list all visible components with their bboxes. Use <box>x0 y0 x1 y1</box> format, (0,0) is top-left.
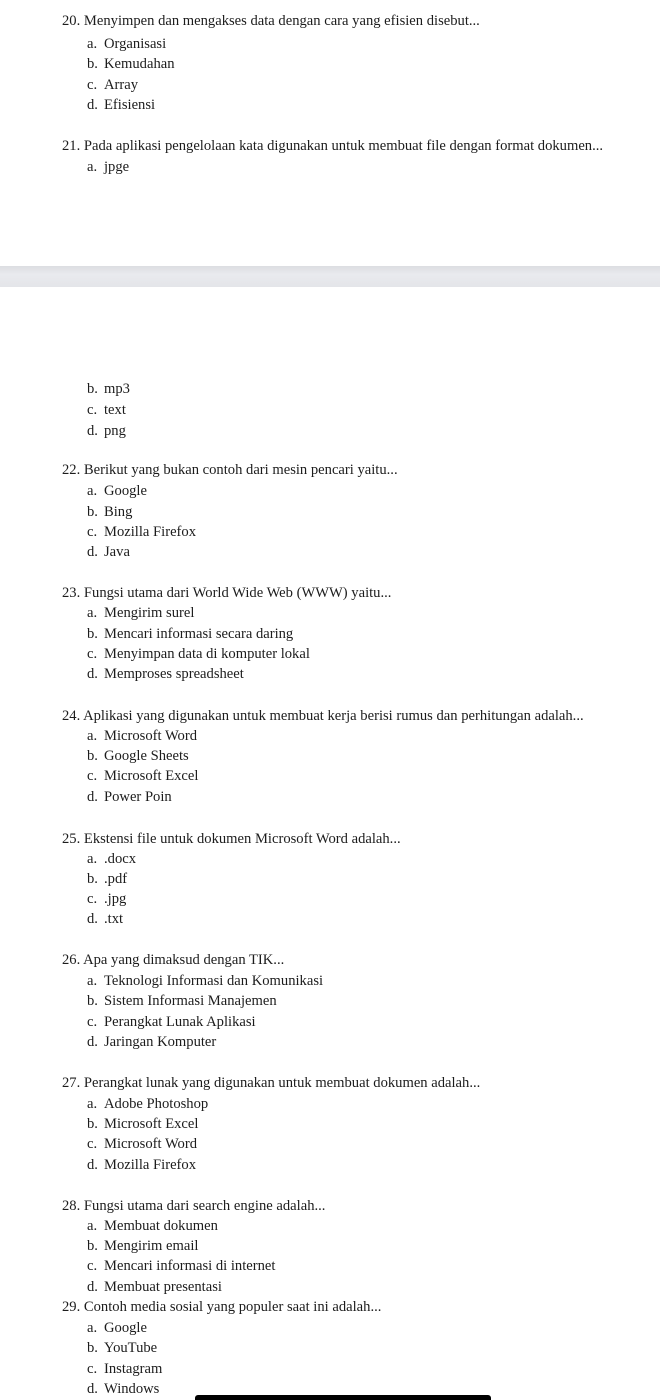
question-29-title <box>62 1298 381 1316</box>
question-number: 26. <box>62 952 81 968</box>
question-text: Berikut yang bukan contoh dari mesin pencari yaitu... <box>83 462 398 478</box>
question-27-option-d: d. Mozilla Firefox <box>87 1157 197 1173</box>
question-21-title <box>62 137 603 155</box>
question-22-option-b: b. Bing <box>87 504 133 520</box>
question-28-option-b: b. Mengirim email <box>87 1238 199 1254</box>
question-text: Contoh media sosial yang populer saat ini adalah... <box>83 1299 382 1315</box>
question-25-option-b: b. .pdf <box>87 871 128 887</box>
question-28-option-a: a. Membuat dokumen <box>87 1218 218 1234</box>
question-number: 21. <box>62 138 81 154</box>
question-text: Apa yang dimaksud dengan TIK... <box>83 952 285 968</box>
home-indicator[interactable] <box>195 1395 491 1400</box>
question-28-option-d: d. Membuat presentasi <box>87 1279 222 1295</box>
question-21-option-b: b. mp3 <box>87 381 130 397</box>
question-23-option-d: d. Memproses spreadsheet <box>87 666 244 682</box>
question-26-option-d: d. Jaringan Komputer <box>87 1034 217 1050</box>
question-number: 24. <box>62 708 81 724</box>
question-25-option-c: c. .jpg <box>87 891 127 907</box>
question-21-option-c: c. text <box>87 402 126 418</box>
question-text: Perangkat lunak yang digunakan untuk membuat dokumen adalah... <box>83 1075 481 1091</box>
question-20-option-b: b. Kemudahan <box>87 56 175 72</box>
question-23-option-c: c. Menyimpan data di komputer lokal <box>87 646 310 662</box>
question-text: Ekstensi file untuk dokumen Microsoft Word adalah... <box>83 831 401 847</box>
question-22-option-c: c. Mozilla Firefox <box>87 524 197 540</box>
question-number: 20. <box>62 13 81 29</box>
question-24-option-a: a. Microsoft Word <box>87 728 197 744</box>
question-26-option-c: c. Perangkat Lunak Aplikasi <box>87 1014 256 1030</box>
question-24-option-d: d. Power Poin <box>87 789 172 805</box>
question-20-option-a: a. Organisasi <box>87 36 167 52</box>
question-text: Fungsi utama dari search engine adalah... <box>83 1198 326 1214</box>
question-22-option-d: d. Java <box>87 544 130 560</box>
question-29-option-c: c. Instagram <box>87 1361 163 1377</box>
question-26-option-a: a. Teknologi Informasi dan Komunikasi <box>87 973 324 989</box>
question-number: 25. <box>62 831 81 847</box>
question-23-title <box>62 584 391 602</box>
question-25-option-d: d. .txt <box>87 911 124 927</box>
question-number: 28. <box>62 1198 81 1214</box>
question-25-title <box>62 830 401 848</box>
question-number: 29. <box>62 1299 81 1315</box>
question-22-option-a: a. Google <box>87 483 147 499</box>
question-27-option-a: a. Adobe Photoshop <box>87 1096 209 1112</box>
question-20-option-d: d. Efisiensi <box>87 97 156 113</box>
question-21-option-d: d. png <box>87 423 126 439</box>
question-27-option-b: b. Microsoft Excel <box>87 1116 199 1132</box>
question-29-option-b: b. YouTube <box>87 1340 158 1356</box>
question-text: Fungsi utama dari World Wide Web (WWW) yaitu... <box>83 585 392 601</box>
question-20-title <box>62 12 480 30</box>
question-28-option-c: c. Mencari informasi di internet <box>87 1258 276 1274</box>
question-29-option-a: a. Google <box>87 1320 147 1336</box>
question-23-option-b: b. Mencari informasi secara daring <box>87 626 294 642</box>
question-26-title <box>62 951 284 969</box>
question-24-title <box>62 707 584 725</box>
question-22-title <box>62 461 398 479</box>
question-text: Menyimpen dan mengakses data dengan cara yang efisien disebut... <box>83 13 480 29</box>
question-number: 27. <box>62 1075 81 1091</box>
question-27-title <box>62 1074 480 1092</box>
question-27-option-c: c. Microsoft Word <box>87 1136 197 1152</box>
question-20-option-c: c. Array <box>87 77 139 93</box>
question-23-option-a: a. Mengirim surel <box>87 605 195 621</box>
question-29-option-d: d. Windows <box>87 1381 160 1397</box>
question-21-option-a: a. jpge <box>87 159 130 175</box>
question-number: 22. <box>62 462 81 478</box>
question-24-option-c: c. Microsoft Excel <box>87 768 199 784</box>
question-28-title <box>62 1197 325 1215</box>
question-number: 23. <box>62 585 81 601</box>
question-25-option-a: a. .docx <box>87 851 137 867</box>
question-text: Aplikasi yang digunakan untuk membuat kerja berisi rumus dan perhitungan adalah... <box>83 708 584 724</box>
question-text: Pada aplikasi pengelolaan kata digunakan untuk membuat file dengan format dokumen... <box>83 138 604 154</box>
question-26-option-b: b. Sistem Informasi Manajemen <box>87 993 277 1009</box>
page-break-gap <box>0 266 660 287</box>
question-24-option-b: b. Google Sheets <box>87 748 189 764</box>
